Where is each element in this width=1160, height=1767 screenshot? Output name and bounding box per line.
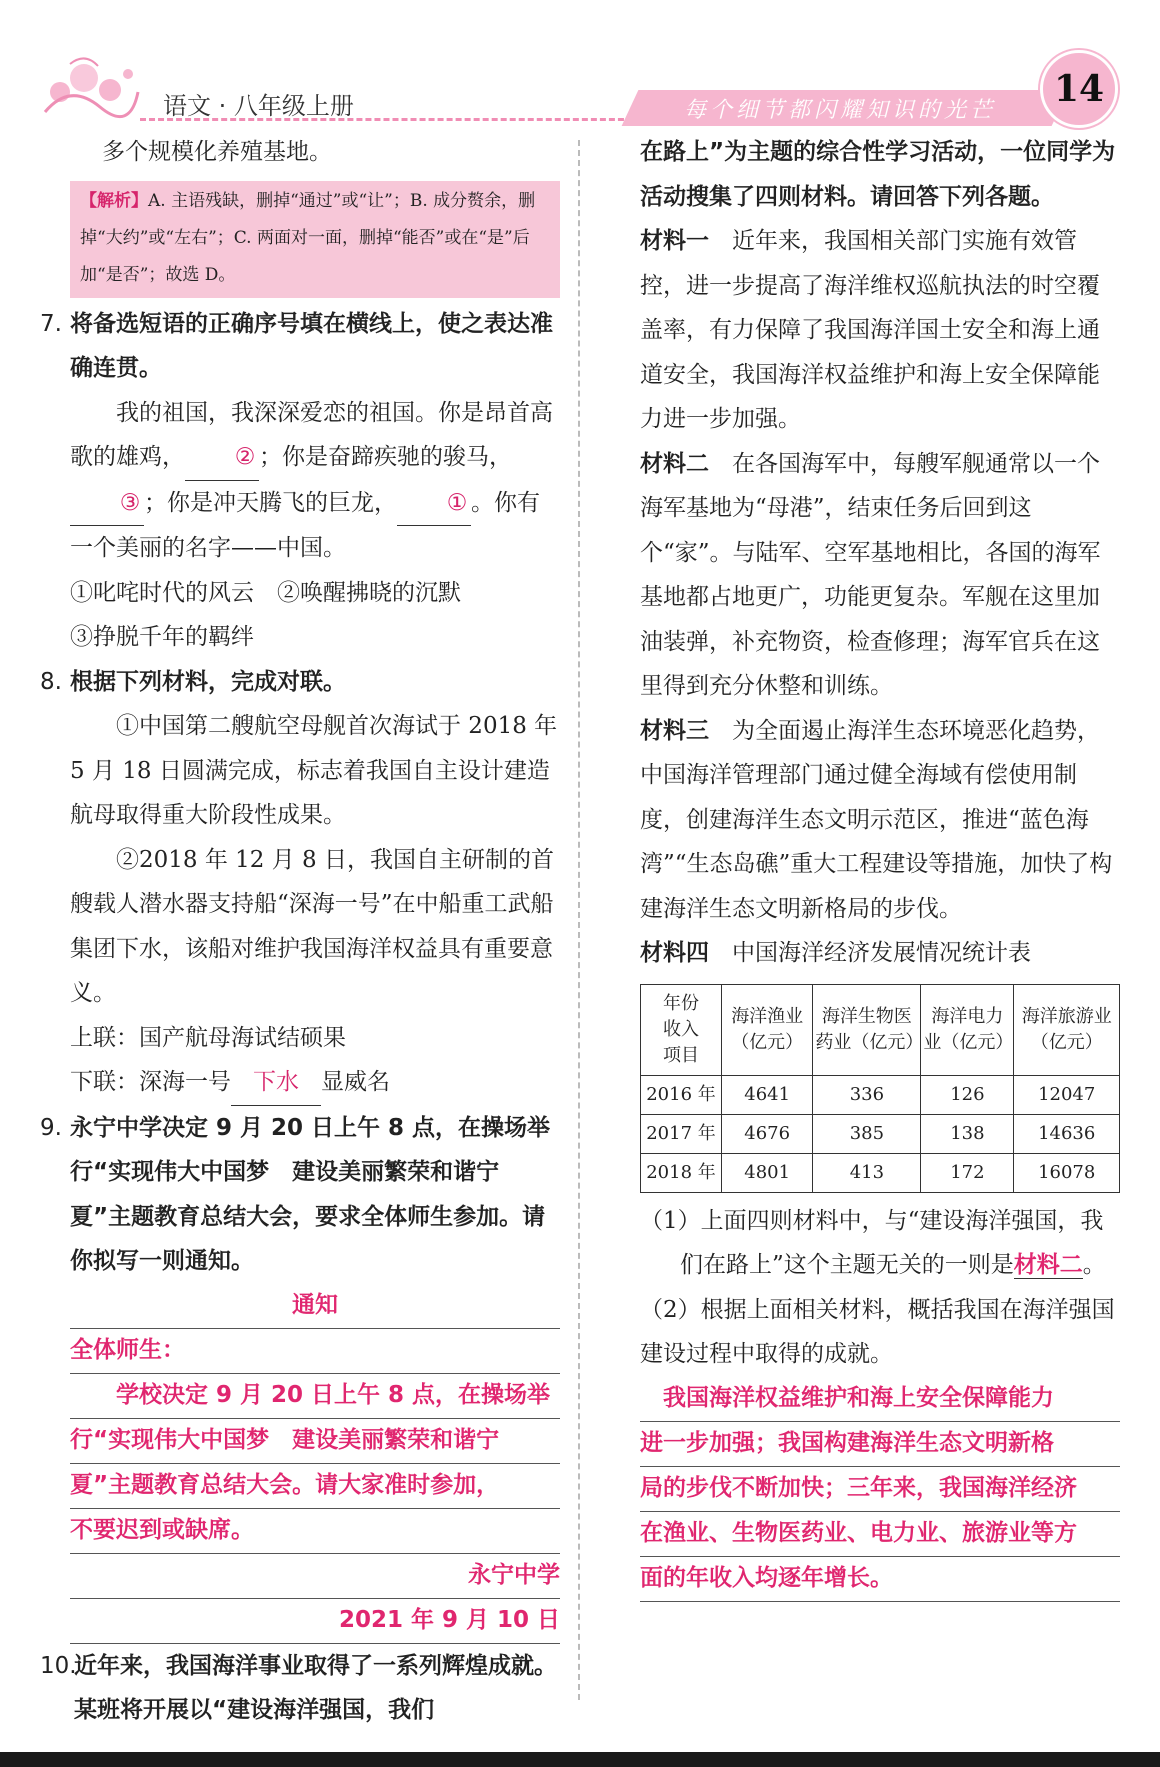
book-title: 语文 · 八年级上册 <box>163 92 354 120</box>
couplet-text: 下联：深海一号 <box>70 1069 231 1095</box>
table-cell: 413 <box>813 1153 921 1192</box>
notice-answer <box>40 1284 560 1644</box>
option-3: ③挣脱千年的羁绊 <box>70 624 254 650</box>
answer-line: 在渔业、生物医药业、电力业、旅游业等方 <box>640 1512 1120 1557</box>
passage-text: 。你有一个美丽的名字——中国。 <box>70 489 540 561</box>
material-text: 在各国海军中，每艘军舰通常以一个海军基地为“母港”，结束任务后回到这个“家”。与陆军、空军基地相比，各国的海军基地都占地更广，功能更复杂。军舰在这里加油装弹，补充物资，检查修理；海军官兵在这里得到充分休整和训练。 <box>640 450 1101 699</box>
question-10 <box>40 1644 560 1733</box>
sub-question-1 <box>640 1199 1120 1288</box>
corner-label: 收入 <box>663 1018 699 1040</box>
table-header-row <box>641 984 1120 1075</box>
table-cell: 138 <box>921 1114 1014 1153</box>
q8-upper-couplet: 上联：国产航母海试结硕果 <box>70 1024 346 1051</box>
table-cell: 2018 年 <box>641 1153 722 1192</box>
table-header-cell: 海洋渔业（亿元） <box>722 984 813 1075</box>
question-number: 7. <box>40 310 62 337</box>
table-row <box>641 1075 1120 1114</box>
material-2 <box>640 442 1120 709</box>
left-column <box>40 130 560 1733</box>
material-label: 材料四 <box>640 940 709 966</box>
answer-blank[interactable]: ① <box>397 481 471 527</box>
q8-material-2: ②2018 年 12 月 8 日，我国自主研制的首艘载人潜水器支持船“深海一号”在中船重工武船集团下水，该船对维护我国海洋权益具有重要意义。 <box>70 846 554 1006</box>
corner-label: 年份 <box>663 992 699 1014</box>
question-number: 9. <box>40 1114 62 1141</box>
material-4 <box>640 931 1120 976</box>
question-stem: 将备选短语的正确序号填在横线上，使之表达准确连贯。 <box>70 310 553 381</box>
notice-title: 通知 <box>70 1284 560 1329</box>
material-label: 材料三 <box>640 717 709 744</box>
passage-text: ；你是奋蹄疾驰的骏马， <box>259 444 512 470</box>
table-cell: 14636 <box>1014 1114 1120 1153</box>
question-10-continued: 在路上”为主题的综合性学习活动，一位同学为活动搜集了四则材料。请回答下列各题。 <box>640 139 1116 210</box>
notice-body-line: 学校决定 9 月 20 日上午 8 点，在操场举 <box>70 1374 560 1419</box>
header-dashed-line <box>140 118 660 121</box>
notice-signer: 永宁中学 <box>70 1554 560 1599</box>
question-number: 10. <box>40 1652 77 1679</box>
passage-text: ；你是冲天腾飞的巨龙， <box>144 489 397 516</box>
material-label: 材料一 <box>640 228 709 254</box>
table-header-cell: 海洋旅游业（亿元） <box>1014 984 1120 1075</box>
material-3 <box>640 709 1120 932</box>
analysis-box <box>70 181 560 298</box>
option-2: ②唤醒拂晓的沉默 <box>277 579 461 606</box>
page-number: 14 <box>1040 50 1118 128</box>
q7-options-row1 <box>40 571 560 616</box>
table-cell: 12047 <box>1014 1075 1120 1114</box>
notice-body-line: 行“实现伟大中国梦 建设美丽繁荣和谐宁 <box>70 1419 560 1464</box>
table-cell: 172 <box>921 1153 1014 1192</box>
q8-material-1: ①中国第二艘航空母舰首次海试于 2018 年 5 月 18 日圆满完成，标志着我国自主设计建造航母取得重大阶段性成果。 <box>70 713 558 828</box>
answer-line: 面的年收入均逐年增长。 <box>640 1557 1120 1602</box>
question-number: 8. <box>40 668 62 695</box>
continued-text: 多个规模化养殖基地。 <box>102 139 332 165</box>
analysis-text: A. 主语残缺，删掉“通过”或“让”；B. 成分赘余，删掉“大约”或“左右”；C. 两面对一面，删掉“能否”或在“是”后加“是否”；故选 D。 <box>80 190 536 285</box>
couplet-text: 显威名 <box>321 1069 390 1095</box>
sub-question-text: 。 <box>1082 1252 1106 1278</box>
table-cell: 4676 <box>722 1114 813 1153</box>
bottom-bar <box>0 1752 1160 1767</box>
question-7 <box>40 302 560 391</box>
analysis-tag: 【解析】 <box>80 190 148 211</box>
question-stem: 永宁中学决定 9 月 20 日上午 8 点，在操场举行“实现伟大中国梦 建设美丽繁荣和谐宁夏”主题教育总结大会，要求全体师生参加。请你拟写一则通知。 <box>70 1114 551 1274</box>
answer-blank[interactable]: 下水 <box>231 1060 321 1106</box>
table-cell: 336 <box>813 1075 921 1114</box>
table-header-cell: 海洋生物医药业（亿元） <box>813 984 921 1075</box>
q8-lower-couplet <box>40 1060 560 1106</box>
table-cell: 385 <box>813 1114 921 1153</box>
answer-blank[interactable]: ② <box>185 435 259 481</box>
answer-blank[interactable]: ③ <box>70 481 144 527</box>
table-cell: 16078 <box>1014 1153 1120 1192</box>
question-stem: 近年来，我国海洋事业取得了一系列辉煌成就。某班将开展以“建设海洋强国，我们 <box>74 1652 557 1723</box>
corner-label: 项目 <box>663 1044 699 1066</box>
flower-ornament-icon <box>40 52 140 124</box>
question-8 <box>40 660 560 705</box>
sub-question-text: （1）上面四则材料中，与“建设海洋强国，我们在路上”这个主题无关的一则是 <box>640 1207 1104 1278</box>
table-header-cell: 海洋电力业（亿元） <box>921 984 1014 1075</box>
q7-passage <box>40 391 560 571</box>
notice-body-line: 不要迟到或缺席。 <box>70 1509 560 1554</box>
table-row <box>641 1153 1120 1192</box>
answer-line: 局的步伐不断加快；三年来，我国海洋经济 <box>640 1467 1120 1512</box>
page-header <box>0 0 1160 140</box>
table-title: 中国海洋经济发展情况统计表 <box>732 940 1031 966</box>
question-stem: 根据下列材料，完成对联。 <box>70 668 346 695</box>
economy-stats-table <box>640 984 1120 1193</box>
table-cell: 4801 <box>722 1153 813 1192</box>
sub-question-2-answer <box>640 1377 1120 1602</box>
answer-line: 进一步加强；我国构建海洋生态文明新格 <box>640 1422 1120 1467</box>
answer-blank[interactable]: 材料二 <box>1013 1252 1083 1278</box>
material-1 <box>640 219 1120 442</box>
question-9 <box>40 1106 560 1284</box>
notice-date: 2021 年 9 月 10 日 <box>70 1599 560 1644</box>
table-cell: 2016 年 <box>641 1075 722 1114</box>
material-text: 为全面遏止海洋生态环境恶化趋势，中国海洋管理部门通过健全海域有偿使用制度，创建海洋生态文明示范区，推进“蓝色海湾”“生态岛礁”重大工程建设等措施，加快了构建海洋生态文明新格局的步伐。 <box>640 717 1113 922</box>
table-cell: 4641 <box>722 1075 813 1114</box>
answer-line: 我国海洋权益维护和海上安全保障能力 <box>640 1377 1120 1422</box>
slogan-text: 每个细节都闪耀知识的光芒 <box>684 98 997 123</box>
table-row <box>641 1114 1120 1153</box>
option-1: ①叱咤时代的风云 <box>70 579 254 606</box>
column-divider <box>578 140 580 1700</box>
notice-body-line: 夏”主题教育总结大会。请大家准时参加， <box>70 1464 560 1509</box>
table-corner-cell <box>641 984 722 1075</box>
table-cell: 126 <box>921 1075 1014 1114</box>
right-column <box>640 130 1120 1602</box>
material-label: 材料二 <box>640 450 709 477</box>
table-cell: 2017 年 <box>641 1114 722 1153</box>
material-text: 近年来，我国相关部门实施有效管控，进一步提高了海洋维权巡航执法的时空覆盖率，有力保障了我国海洋国土安全和海上通道安全，我国海洋权益维护和海上安全保障能力进一步加强。 <box>640 228 1100 432</box>
sub-question-2: （2）根据上面相关材料，概括我国在海洋强国建设过程中取得的成就。 <box>640 1296 1115 1367</box>
passage-text: 我的祖国，我深深爱恋的祖国。你是昂首高歌的雄鸡， <box>70 399 553 470</box>
notice-salutation: 全体师生： <box>70 1329 560 1374</box>
